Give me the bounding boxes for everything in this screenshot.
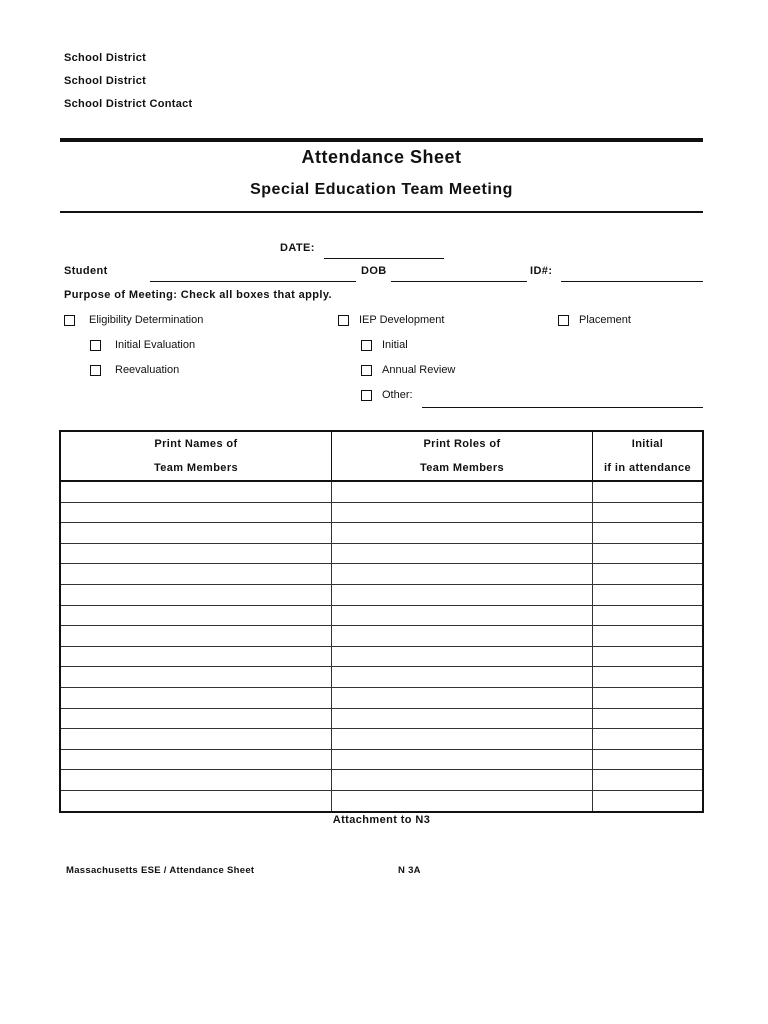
initial-cell[interactable] — [593, 770, 704, 791]
initial-evaluation-checkbox[interactable] — [90, 340, 101, 351]
table-row — [60, 729, 703, 750]
eligibility-option[interactable] — [64, 314, 203, 326]
initial-cell[interactable] — [593, 667, 704, 688]
initial-cell[interactable] — [593, 481, 704, 502]
initial-cell[interactable] — [593, 523, 704, 544]
initial-cell[interactable] — [593, 605, 704, 626]
role-cell[interactable] — [332, 564, 593, 585]
initial-evaluation-option[interactable] — [90, 339, 195, 351]
table-row — [60, 708, 703, 729]
initial-cell[interactable] — [593, 687, 704, 708]
other-label: Other: — [382, 389, 413, 401]
role-cell[interactable] — [332, 646, 593, 667]
table-row — [60, 646, 703, 667]
table-row — [60, 481, 703, 502]
role-cell[interactable] — [332, 708, 593, 729]
initial-evaluation-label: Initial Evaluation — [115, 339, 196, 351]
page-title: Attendance Sheet — [301, 147, 462, 167]
dob-label: DOB — [361, 265, 387, 277]
initial-cell[interactable] — [593, 646, 704, 667]
name-cell[interactable] — [60, 667, 332, 688]
role-cell[interactable] — [332, 729, 593, 750]
other-checkbox[interactable] — [361, 390, 372, 401]
title-rule — [60, 211, 703, 213]
table-row — [60, 770, 703, 791]
placement-option[interactable] — [558, 314, 631, 326]
table-row — [60, 605, 703, 626]
role-cell[interactable] — [332, 790, 593, 811]
name-cell[interactable] — [60, 523, 332, 544]
initial-cell[interactable] — [593, 708, 704, 729]
names-header-line1: Print Names of — [154, 438, 238, 450]
table-row — [60, 790, 703, 811]
roles-header-line1: Print Roles of — [423, 438, 501, 450]
initial-cell[interactable] — [593, 749, 704, 770]
name-cell[interactable] — [60, 481, 332, 502]
initial-header-line2: if in attendance — [603, 462, 692, 474]
role-cell[interactable] — [332, 481, 593, 502]
name-cell[interactable] — [60, 584, 332, 605]
name-cell[interactable] — [60, 770, 332, 791]
roles-column-header — [332, 431, 593, 481]
purpose-label: Purpose of Meeting: Check all boxes that apply. — [64, 289, 332, 301]
district-name-2: School District — [64, 75, 147, 87]
table-row — [60, 667, 703, 688]
iep-development-option[interactable] — [338, 314, 444, 326]
initial-cell[interactable] — [593, 626, 704, 647]
date-field[interactable] — [324, 258, 444, 259]
other-option[interactable] — [361, 389, 413, 401]
table-row — [60, 626, 703, 647]
role-cell[interactable] — [332, 605, 593, 626]
reevaluation-checkbox[interactable] — [90, 365, 101, 376]
footer-source: Massachusetts ESE / Attendance Sheet — [66, 865, 255, 876]
eligibility-label: Eligibility Determination — [89, 314, 204, 326]
name-cell[interactable] — [60, 626, 332, 647]
names-column-header — [60, 431, 332, 481]
reevaluation-label: Reevaluation — [115, 364, 180, 376]
name-cell[interactable] — [60, 749, 332, 770]
initial-cell[interactable] — [593, 543, 704, 564]
name-cell[interactable] — [60, 708, 332, 729]
annual-review-checkbox[interactable] — [361, 365, 372, 376]
name-cell[interactable] — [60, 564, 332, 585]
table-row — [60, 584, 703, 605]
iep-development-checkbox[interactable] — [338, 315, 349, 326]
id-field[interactable] — [561, 281, 703, 282]
names-header-line2: Team Members — [153, 462, 239, 474]
role-cell[interactable] — [332, 584, 593, 605]
role-cell[interactable] — [332, 667, 593, 688]
role-cell[interactable] — [332, 502, 593, 523]
district-name-1: School District — [64, 52, 147, 64]
role-cell[interactable] — [332, 749, 593, 770]
placement-checkbox[interactable] — [558, 315, 569, 326]
name-cell[interactable] — [60, 502, 332, 523]
date-label: DATE: — [280, 242, 315, 254]
initial-header-line1: Initial — [631, 438, 664, 450]
name-cell[interactable] — [60, 729, 332, 750]
attendance-table — [59, 430, 704, 813]
initial-cell[interactable] — [593, 790, 704, 811]
table-row — [60, 564, 703, 585]
table-header-row — [60, 431, 703, 481]
annual-review-label: Annual Review — [382, 364, 456, 376]
role-cell[interactable] — [332, 770, 593, 791]
name-cell[interactable] — [60, 687, 332, 708]
initial-cell[interactable] — [593, 729, 704, 750]
initial-label: Initial — [382, 339, 408, 351]
name-cell[interactable] — [60, 543, 332, 564]
table-row — [60, 502, 703, 523]
table-row — [60, 749, 703, 770]
other-field[interactable] — [422, 407, 703, 408]
name-cell[interactable] — [60, 790, 332, 811]
table-row — [60, 523, 703, 544]
district-contact: School District Contact — [64, 98, 193, 110]
table-row — [60, 543, 703, 564]
annual-review-option[interactable] — [361, 364, 455, 376]
attachment-note: Attachment to N3 — [332, 814, 431, 826]
roles-header-line2: Team Members — [419, 462, 505, 474]
table-row — [60, 687, 703, 708]
placement-label: Placement — [579, 314, 631, 326]
id-label: ID#: — [530, 265, 553, 277]
footer-form-code: N 3A — [398, 865, 421, 876]
role-cell[interactable] — [332, 543, 593, 564]
initial-column-header — [593, 431, 704, 481]
role-cell[interactable] — [332, 626, 593, 647]
role-cell[interactable] — [332, 523, 593, 544]
initial-cell[interactable] — [593, 584, 704, 605]
eligibility-checkbox[interactable] — [64, 315, 75, 326]
initial-cell[interactable] — [593, 564, 704, 585]
dob-field[interactable] — [391, 281, 527, 282]
top-rule — [60, 138, 703, 142]
student-field[interactable] — [150, 281, 356, 282]
reevaluation-option[interactable] — [90, 364, 179, 376]
initial-checkbox[interactable] — [361, 340, 372, 351]
name-cell[interactable] — [60, 605, 332, 626]
name-cell[interactable] — [60, 646, 332, 667]
page-subtitle: Special Education Team Meeting — [250, 181, 513, 198]
iep-development-label: IEP Development — [359, 314, 445, 326]
student-label: Student — [64, 265, 108, 277]
role-cell[interactable] — [332, 687, 593, 708]
initial-cell[interactable] — [593, 502, 704, 523]
initial-option[interactable] — [361, 339, 408, 351]
